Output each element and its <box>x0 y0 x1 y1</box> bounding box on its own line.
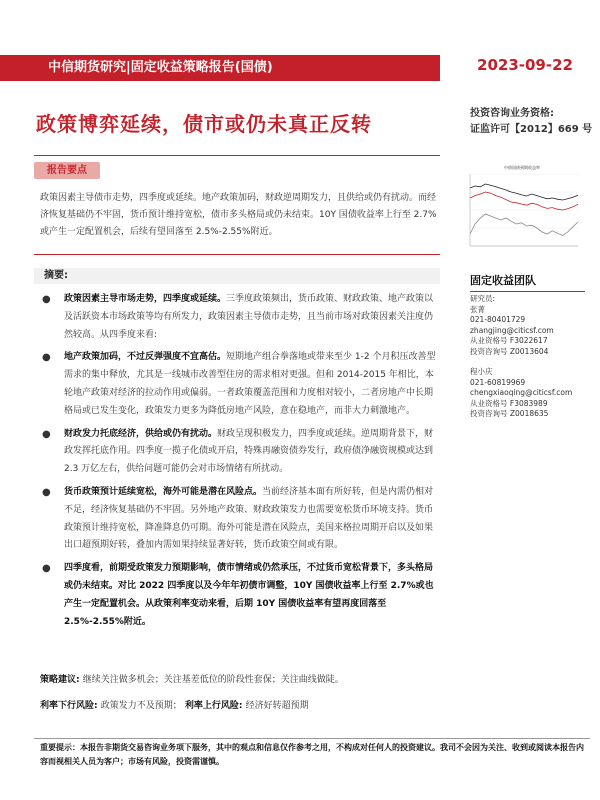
strategy-text: 继续关注做多机会；关注基差低位的阶段性套保；关注曲线做陡。 <box>82 675 344 685</box>
researcher-name: 程小庆 <box>470 367 493 376</box>
yield-chart <box>462 162 582 256</box>
report-series-banner: 中信期货研究|固定收益策略报告(国债) <box>0 55 440 81</box>
list-item: ● 财政发力托底经济，供给或仍有扰动。财政呈现积极发力，四季度或延续。逆周期背景下，财政发挥托底作用。四季度一揽子化债或开启，特殊再融资债券发行，政府债净融资规模或达到 2.3 万亿左右，供给问题可能仍会对市场情绪有所扰动。 <box>40 426 440 479</box>
summary-tag: 报告要点 <box>34 162 100 179</box>
bullet-icon: ● <box>42 294 51 305</box>
summary-box <box>34 155 440 255</box>
risk-line <box>40 698 440 711</box>
risk-up-text: 经济好转超预期 <box>245 701 309 711</box>
bullet-icon: ● <box>42 428 51 440</box>
bullet-icon: ● <box>42 486 51 498</box>
summary-text: 政策因素主导债市走势，四季度或延续。地产政策加码，财政逆周期发力，且供给或仍有扰动。而经济恢复基础仍不牢固，货币预计维持宽松，债市多头格局或仍未结束。10Y 国债收益率上行至 2.7%或产生一定配置机会，后续有望回落至 2.5%-2.55%附近。 <box>40 193 437 237</box>
risk-down-label: 利率下行风险: <box>40 701 98 711</box>
researcher-license: 从业资格号 F3083989 <box>470 398 548 408</box>
list-item: ● 货币政策预计延续宽松，海外可能是潜在风险点。当前经济基本面有所好转，但是内需仍相对不足，经济恢复基础仍不牢固。另外地产政策、财政政策发力也需要宽松货币环境支持。货币政策预计维持宽松，降准降息仍可期。海外可能是潜在风险点，美国来格拉周期开启以及如果出口超预期好转，叠加内需如果持续显著好转，货币政策空间或有限。 <box>40 484 440 555</box>
qualification-line-2: 证监许可【2012】669 号 <box>470 124 593 135</box>
researcher-email[interactable]: chengxiaoqing@citicsf.com <box>470 388 573 397</box>
researcher-name: 张菁 <box>470 304 485 314</box>
report-title: 政策博弈延续，债市或仍未真正反转 <box>36 112 372 136</box>
strategy-line <box>40 672 440 685</box>
abstract-label: 摘要: <box>34 268 440 284</box>
strategy-label: 策略建议: <box>40 675 80 685</box>
bullet-icon: ● <box>42 563 51 575</box>
chart-series-1Y <box>470 214 578 236</box>
list-item: ● 四季度看，前期受政策发力预期影响，债市情绪或仍然承压，不过货币宽松背景下，多头格局或仍未结束。对比 2022 四季度以及今年年初债市调整，10Y 国债收益率上行至 2.7%或也产生一定配置机会。从政策利率变动来看，后期 10Y 国债收益率有望再度回落至 2.5%-2.55%附近。 <box>40 560 440 631</box>
disclaimer: 重要提示：本报告非期货交易咨询业务项下服务，其中的观点和信息仅作参考之用，不构成对任何人的投资建议。我司不会因为关注、收到或阅读本报告内容而视相关人员为客户；市场有风险，投资需谨慎。 <box>40 743 584 766</box>
researcher-phone: 021-60819969 <box>470 377 526 387</box>
qualification <box>470 106 592 138</box>
chart-series-5Y <box>470 192 578 210</box>
chart-title: 中债国债到期收益率 <box>504 165 540 170</box>
list-item: ● 地产政策加码，不过反弹强度不宜高估。短期地产组合拳落地或带来至少 1-2 个月积压改善型需求的集中释放，尤其是一线城市改善型住房的需求相对更强。但和 2014-2015 年相比，本轮地产政策对经济的拉动作用或偏弱。一者政策覆盖范围和力度相对较小，二者房地产中长期格局或已发生变化，政策发力更多为降低房地产风险，意在稳地产，而非大力刺激地产。 <box>40 349 440 420</box>
researcher-phone: 021-80401729 <box>470 315 526 324</box>
researcher-consult: 投资咨询号 Z0013604 <box>470 346 549 356</box>
risk-up-label: 利率上行风险: <box>184 701 243 711</box>
researcher-license: 从业资格号 F3022617 <box>470 336 548 345</box>
risk-down-text: 政策发力不及预期； <box>100 701 182 711</box>
researcher-consult: 投资咨询号 Z0018635 <box>470 409 549 418</box>
report-date: 2023-09-22 <box>477 56 573 74</box>
team-contacts <box>470 294 590 420</box>
researcher-role: 研究员: <box>470 294 496 303</box>
list-item: ● 政策因素主导市场走势，四季度或延续。三季度政策频出，货币政策、财政政策、地产政策以及活跃资本市场政策等均有所发力，政策因素主导债市走势，且当前市场对政策因素关注度仍然较高。从四季度来看: <box>40 291 440 344</box>
bullet-icon: ● <box>42 352 51 364</box>
qualification-line-1: 投资咨询业务资格: <box>470 108 554 119</box>
footer-divider <box>34 738 590 739</box>
researcher-email[interactable]: zhangjing@citicsf.com <box>470 325 554 335</box>
team-title: 固定收益团队 <box>470 272 585 292</box>
abstract-bullets <box>40 291 440 636</box>
